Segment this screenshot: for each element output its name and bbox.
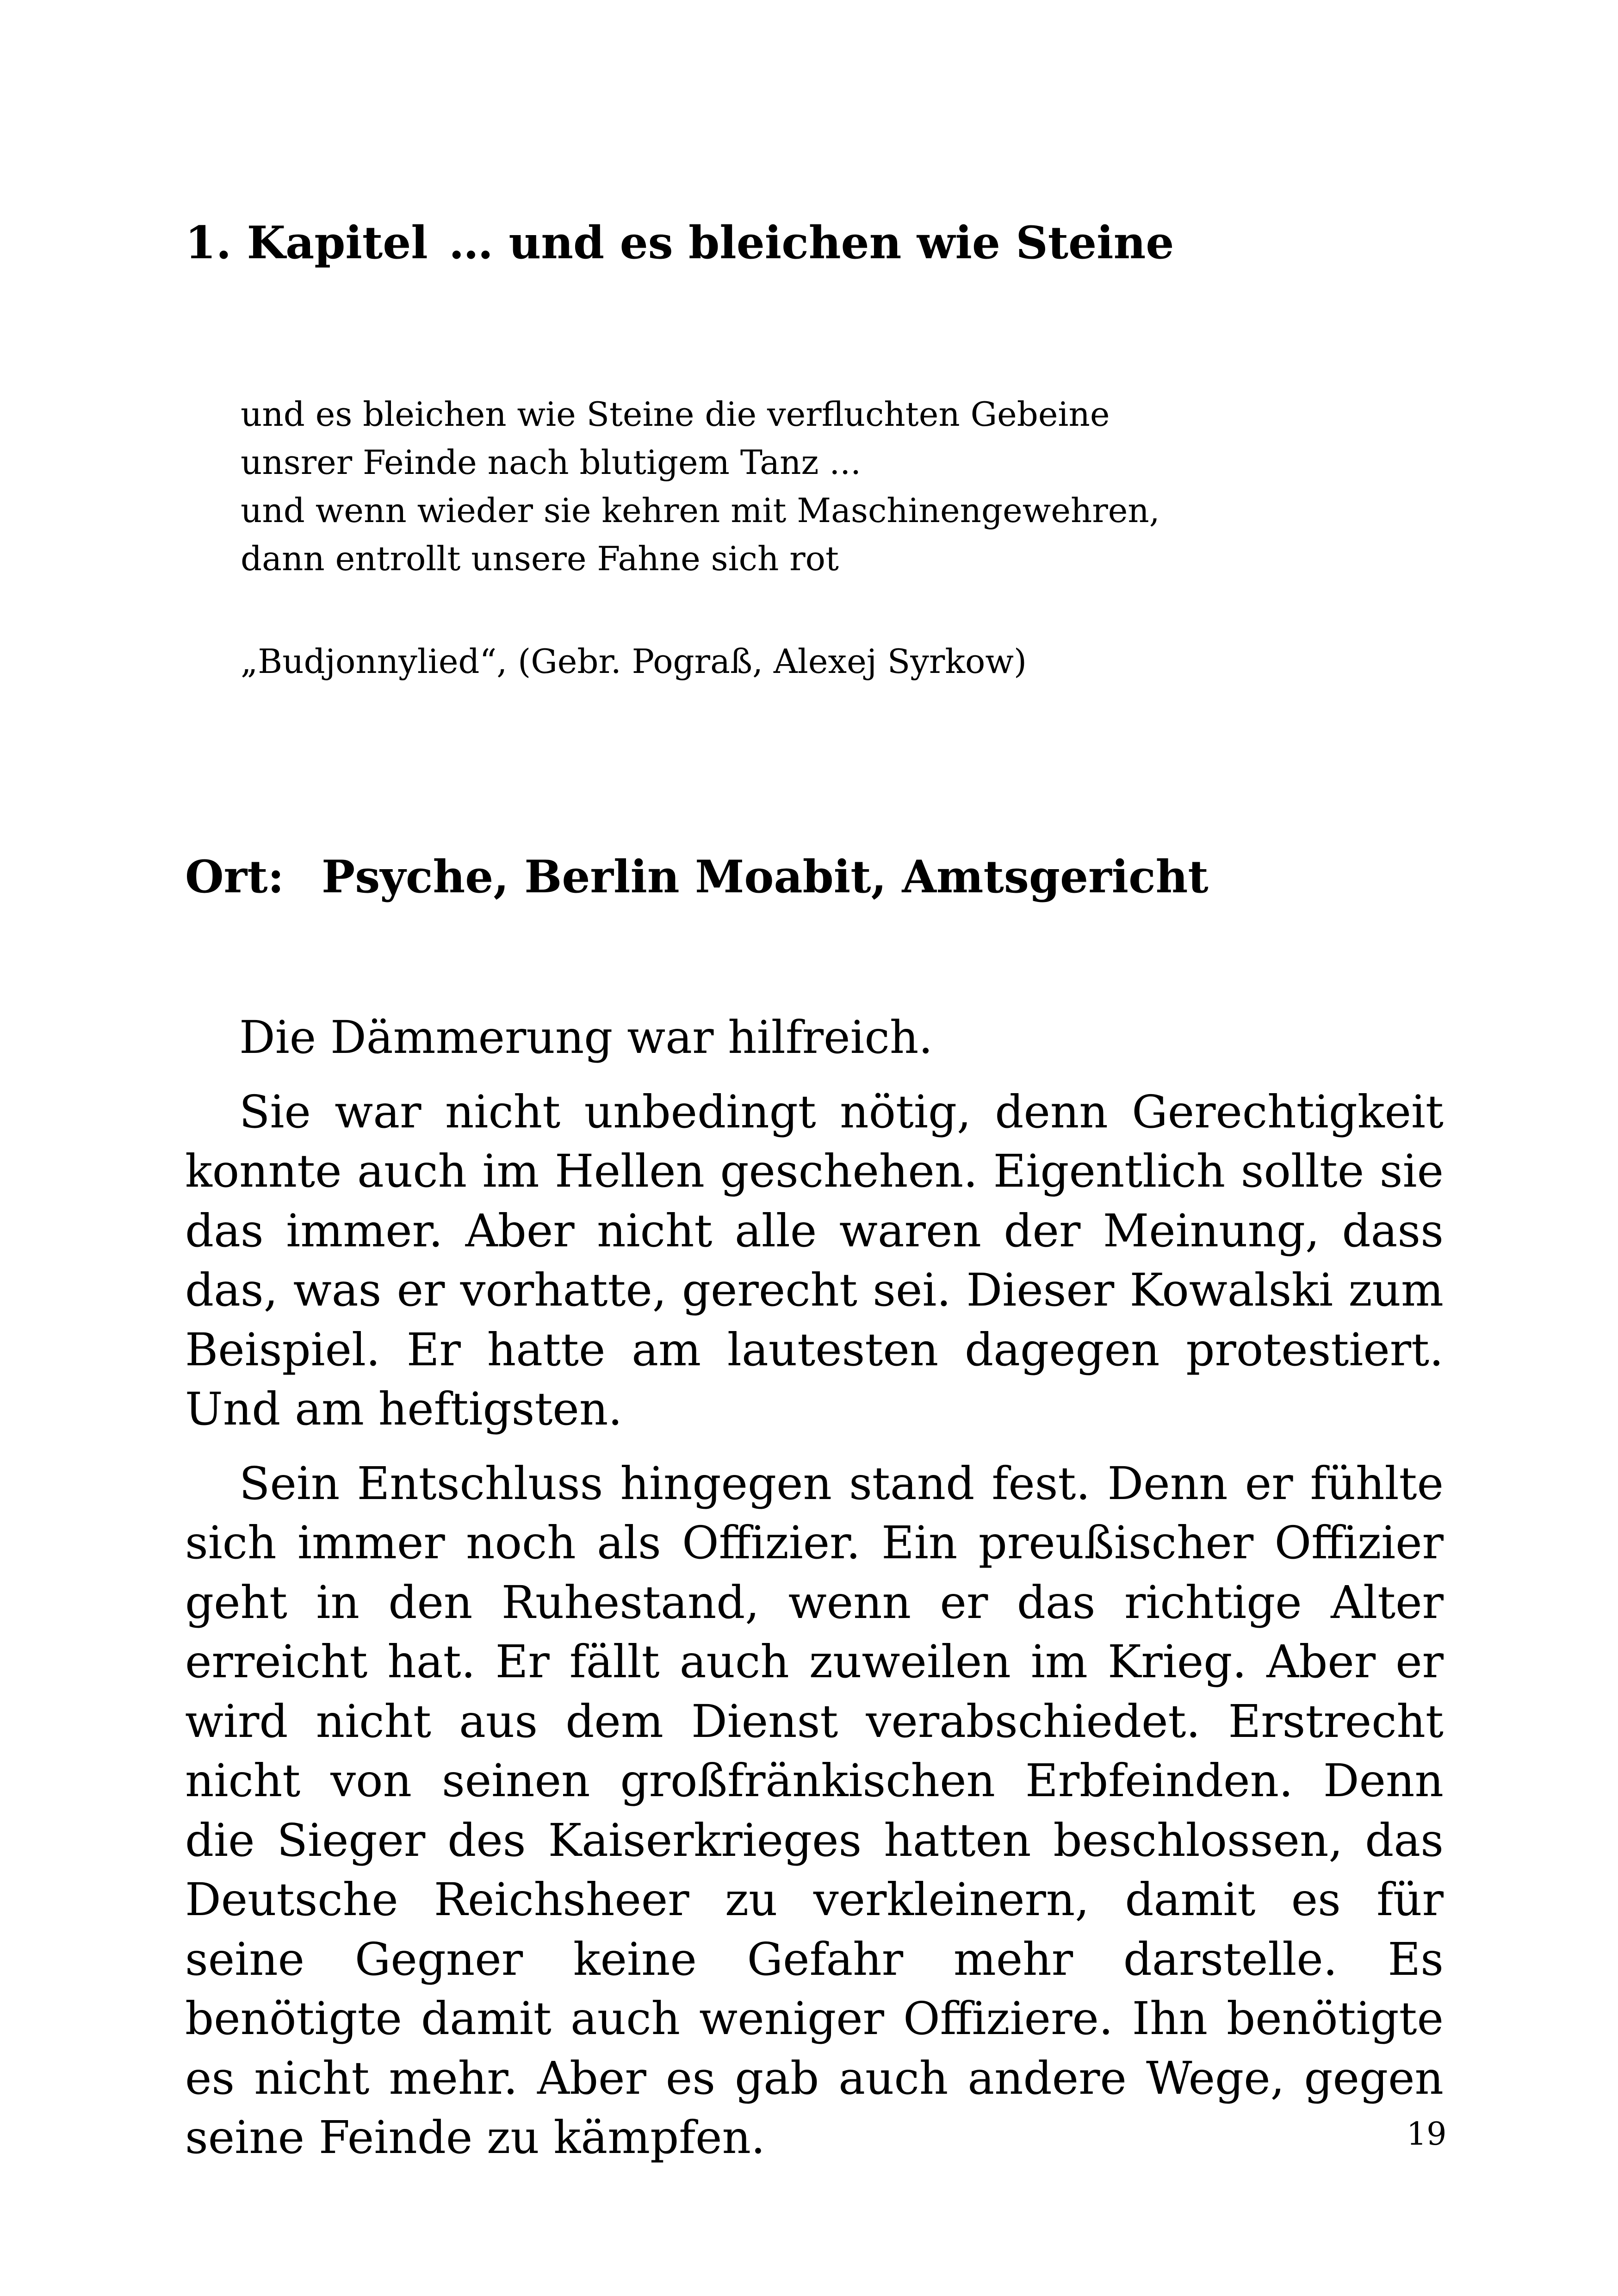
- paragraph: Sie war nicht unbedingt nötig, denn Gerechtigkeit konnte auch im Hellen geschehen. Eigentlich sollte sie das immer. Aber nicht alle waren der Meinung, dass das, was er vorhatte, gerecht sei. Dieser Kowalski zum Beispiel. Er hatte am lautesten dagegen protestiert. Und am heftigsten.: [185, 1085, 1444, 1435]
- location-value: Psyche, Berlin Moabit, Amtsgericht: [322, 851, 1209, 903]
- epigraph: [241, 390, 1160, 685]
- epigraph-line: unsrer Feinde nach blutigem Tanz ...: [241, 443, 862, 482]
- epigraph-source: „Budjonnylied“, (Gebr. Pograß, Alexej Syrkow): [241, 642, 1027, 681]
- location-heading: [185, 852, 1209, 902]
- location-label: Ort:: [185, 851, 284, 903]
- chapter-title: … und es bleichen wie Steine: [449, 217, 1174, 269]
- epigraph-line: und wenn wieder sie kehren mit Maschinengewehren,: [241, 491, 1160, 530]
- chapter-heading: [185, 218, 1174, 268]
- page-number: 19: [1407, 2116, 1447, 2153]
- paragraph: Die Dämmerung war hilfreich.: [239, 1011, 933, 1064]
- paragraph: Sein Entschluss hingegen stand fest. Denn er fühlte sich immer noch als Offizier. Ein preußischer Offizier geht in den Ruhestand, wenn er das richtige Alter erreicht hat. Er fällt auch zuweilen im Krieg. Aber er wird nicht aus dem Dienst verabschiedet. Erstrecht nicht von seinen großfränkischen Erbfeinden. Denn die Sieger des Kaiserkrieges hatten beschlossen, das Deutsche Reichsheer zu verkleinern, damit es für seine Gegner keine Gefahr mehr darstelle. Es benötigte damit auch weniger Offiziere. Ihn benötigte es nicht mehr. Aber es gab auch andere Wege, gegen seine Feinde zu kämpfen.: [185, 1457, 1444, 2164]
- epigraph-line: dann entrollt unsere Fahne sich rot: [241, 539, 839, 578]
- body-text: [185, 1008, 1447, 2183]
- epigraph-line: und es bleichen wie Steine die verfluchten Gebeine: [241, 395, 1110, 434]
- chapter-number: 1. Kapitel: [185, 217, 428, 269]
